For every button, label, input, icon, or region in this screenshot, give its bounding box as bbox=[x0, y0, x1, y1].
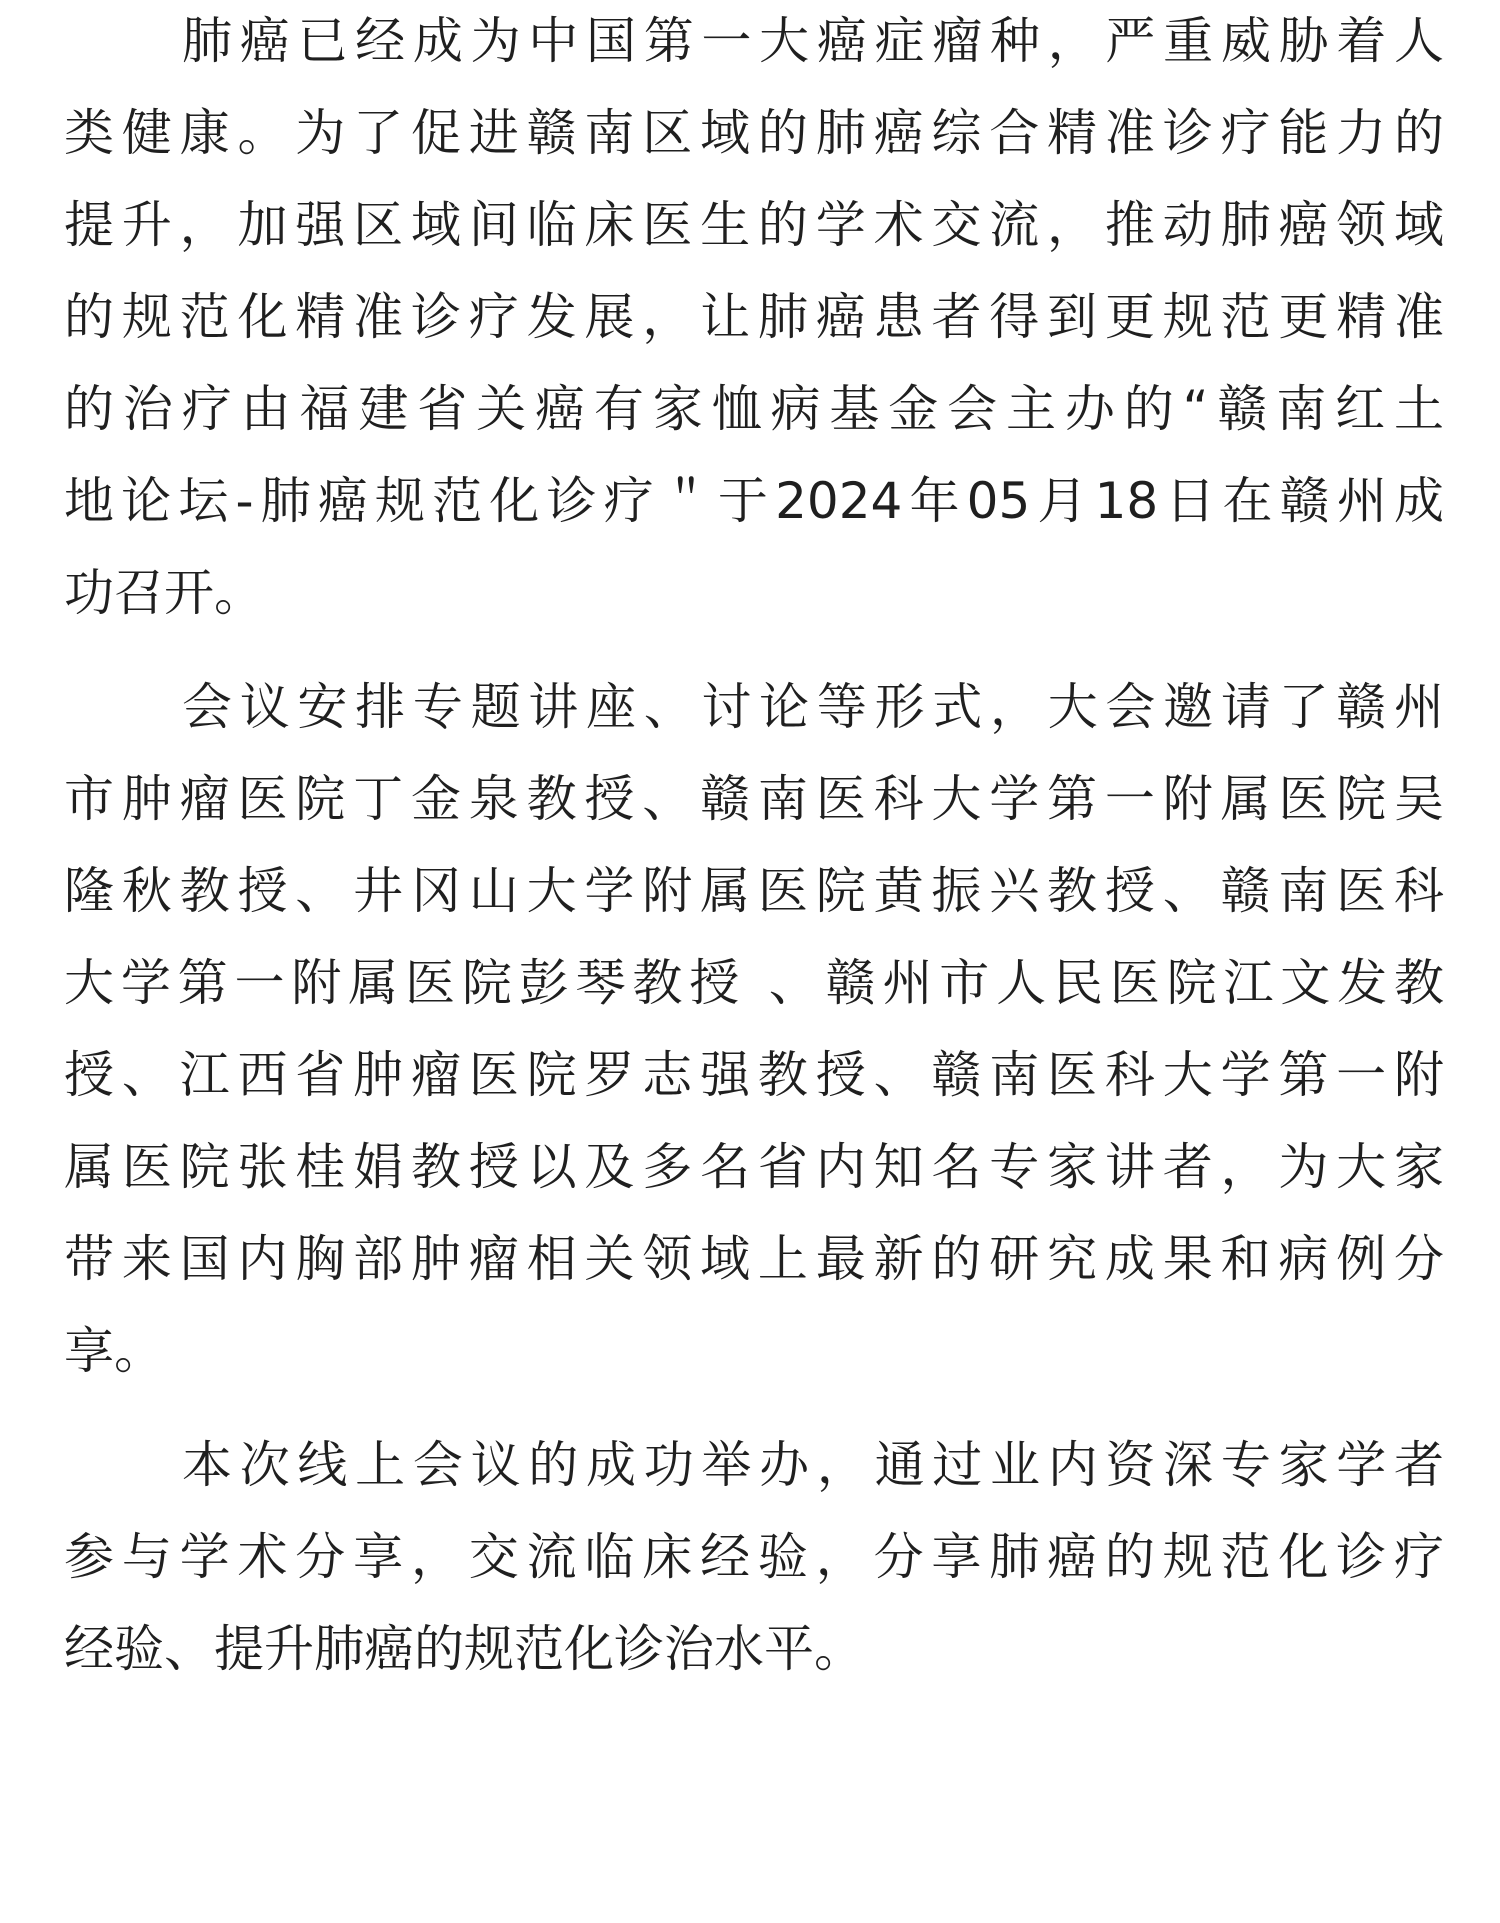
paragraph-line: 隆秋教授、井冈山大学附属医院黄振兴教授、赣南医科 bbox=[64, 862, 1444, 920]
paragraph-line: 类健康。为了促进赣南区域的肺癌综合精准诊疗能力的 bbox=[64, 104, 1444, 162]
paragraph-line: 提升，加强区域间临床医生的学术交流，推动肺癌领域 bbox=[64, 196, 1444, 254]
paragraph-line: 属医院张桂娟教授以及多名省内知名专家讲者，为大家 bbox=[64, 1138, 1444, 1196]
paragraph-line: 地论坛-肺癌规范化诊疗＂于2024年05月18日在赣州成 bbox=[64, 472, 1444, 530]
paragraph-line: 授、江西省肿瘤医院罗志强教授、赣南医科大学第一附 bbox=[64, 1046, 1444, 1104]
paragraph-line: 享。 bbox=[64, 1322, 164, 1380]
paragraph-line: 会议安排专题讲座、讨论等形式，大会邀请了赣州 bbox=[182, 678, 1444, 736]
article-body bbox=[64, 0, 1444, 1700]
paragraph-line: 经验、提升肺癌的规范化诊治水平。 bbox=[64, 1620, 864, 1678]
paragraph-line: 功召开。 bbox=[64, 564, 264, 622]
paragraph-speakers bbox=[64, 656, 1444, 1402]
paragraph-intro bbox=[64, 0, 1444, 644]
paragraph-conclusion bbox=[64, 1414, 1444, 1700]
paragraph-line: 参与学术分享，交流临床经验，分享肺癌的规范化诊疗 bbox=[64, 1528, 1444, 1586]
paragraph-line: 大学第一附属医院彭琴教授 、赣州市人民医院江文发教 bbox=[64, 954, 1444, 1012]
paragraph-line: 市肿瘤医院丁金泉教授、赣南医科大学第一附属医院吴 bbox=[64, 770, 1444, 828]
paragraph-line: 的治疗由福建省关癌有家恤病基金会主办的“赣南红土 bbox=[64, 380, 1444, 438]
paragraph-line: 肺癌已经成为中国第一大癌症瘤种，严重威胁着人 bbox=[182, 12, 1444, 70]
paragraph-line: 的规范化精准诊疗发展，让肺癌患者得到更规范更精准 bbox=[64, 288, 1444, 346]
paragraph-line: 本次线上会议的成功举办，通过业内资深专家学者 bbox=[182, 1436, 1444, 1494]
paragraph-line: 带来国内胸部肿瘤相关领域上最新的研究成果和病例分 bbox=[64, 1230, 1444, 1288]
